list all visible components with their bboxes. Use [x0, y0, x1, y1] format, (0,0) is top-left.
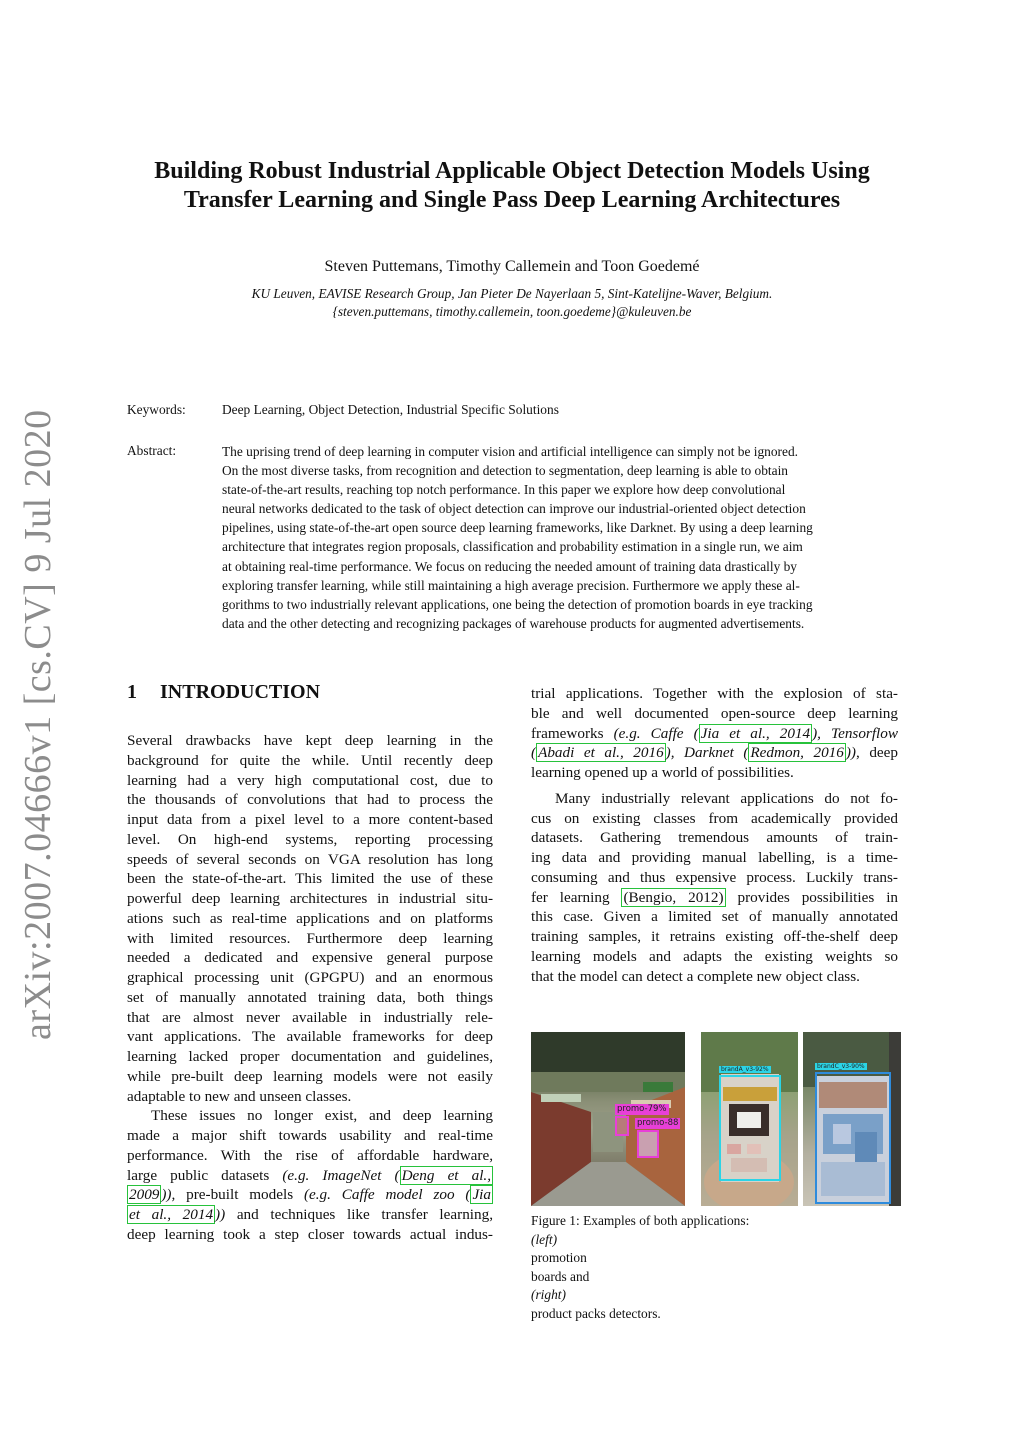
caption-line [531, 1212, 901, 1268]
citation-link[interactable]: Jia [472, 1186, 491, 1204]
emails: {steven.puttemans, timothy.callemein, toon.goedeme}@kuleuven.be [332, 304, 692, 319]
body-line: These issues no longer exist, and deep learning [151, 1107, 493, 1125]
promo-detection-label: promo-88 [637, 1118, 679, 1128]
section-heading [127, 681, 320, 704]
text-run: (e.g. Caffe model zoo ( [303, 1186, 471, 1204]
body-line: level. On high-end systems, reporting processing [127, 830, 493, 848]
abstract-line: gorithms to two industrially relevant applications, one being the detection of promotion boards in eye tracking [222, 596, 813, 612]
body-line [531, 724, 898, 744]
body-line: trial applications. Together with the explosion of sta- [531, 685, 898, 702]
body-line [127, 1185, 493, 1205]
body-line: the thousands of convolutions that had to process the [127, 791, 493, 809]
text-run: promotion [531, 1250, 587, 1265]
text-run: pre-built models [186, 1186, 304, 1204]
citation-link[interactable]: (Bengio, 2012) [623, 888, 724, 906]
text-run: frameworks [531, 724, 614, 742]
abstract-line: at obtaining real-time performance. We focus on reducing the needed amount of training data drastically by [222, 558, 798, 574]
section-title: INTRODUCTION [160, 681, 321, 703]
citation-link[interactable]: et al., 2014 [129, 1206, 214, 1223]
figure-1 [531, 1032, 901, 1206]
body-line: set of manually annotated training data, both things [127, 988, 493, 1006]
title-line-1: Building Robust Industrial Applicable Object Detection Models Using [154, 158, 870, 184]
body-line [127, 1166, 493, 1186]
citation-text: Bengio, 2012 [628, 888, 719, 906]
body-line [531, 888, 898, 908]
promo-detection-box [615, 1116, 629, 1136]
text-run: )) [845, 744, 856, 762]
body-line: ing data and providing manual labelling, is a time- [531, 849, 898, 866]
body-line [127, 1205, 493, 1225]
body-line: background for quite the while. Until recently deep [127, 751, 493, 769]
text-run: )) [215, 1206, 226, 1223]
body-line: input data from a pixel level to a more content-based [127, 811, 493, 828]
body-line: learning had a very high computational cost, due to [127, 771, 493, 789]
promo-detection-box [637, 1130, 659, 1158]
abstract-label: Abstract: [127, 443, 177, 458]
text-run: (left) [531, 1231, 558, 1247]
paper-title [60, 157, 964, 215]
body-line: made a major shift towards usability and real-time [127, 1127, 493, 1144]
body-line: ble and well documented open-source deep learning [531, 704, 898, 722]
body-line: powerful deep learning architectures in industrial situ- [127, 890, 493, 907]
text-run: ), Tensorflow [812, 724, 898, 742]
abstract-line: exploring transfer learning, while still maintaining a high average precision. Furthermore we apply these al- [222, 577, 800, 593]
text-run: fer learning [531, 888, 622, 906]
figure-caption [531, 1212, 901, 1323]
body-line: this case. Given a limited set of manually annotated [531, 908, 898, 926]
body-line: cus on existing classes from academically provided [531, 809, 898, 827]
body-line: ations such as real-time applications and on platforms [127, 909, 493, 927]
affiliation-block [60, 285, 964, 321]
abstract-line: pipelines, using state-of-the-art open source deep learning frameworks, like Darknet. By using a deep learning [222, 520, 813, 536]
body-line: that the model can detect a complete new object class. [531, 967, 860, 985]
body-line: adaptable to new and unseen classes. [127, 1087, 352, 1105]
title-line-2: Transfer Learning and Single Pass Deep Learning Architectures [183, 187, 841, 213]
abstract-line: architecture that integrates region proposals, classification and probability estimation in a single run, we aim [222, 539, 803, 555]
authors: Steven Puttemans, Timothy Callemein and Toon Goedemé [324, 258, 700, 275]
text-run: (right) [531, 1287, 566, 1302]
citation-link[interactable]: Deng et al., [401, 1166, 492, 1184]
promo-detection-label: promo-79% [617, 1104, 667, 1114]
text-run: Figure 1: Examples of both applications: [531, 1213, 750, 1228]
body-line: been the state-of-the-art. This limited the use of these [127, 870, 493, 888]
text-run: and techniques like transfer learning, [225, 1206, 493, 1223]
affiliation: KU Leuven, EAVISE Research Group, Jan Pieter De Nayerlaan 5, Sint-Katelijne-Waver, Belgium. [251, 286, 773, 301]
text-run: (e.g. ImageNet ( [282, 1166, 400, 1184]
body-line: Many industrially relevant applications do not fo- [555, 789, 898, 807]
body-line: Several drawbacks have kept deep learning in the [127, 732, 493, 749]
keywords-label: Keywords: [127, 402, 186, 417]
citation-link[interactable]: 2009 [129, 1186, 160, 1204]
body-line: learning models and adapts the existing weights so [531, 947, 898, 965]
citation-link[interactable]: Abadi et al., 2016 [538, 744, 664, 762]
citation-link[interactable]: Jia et al., 2014 [700, 724, 811, 742]
right-column [531, 684, 898, 986]
body-line: training samples, it retrains existing off-the-shelf deep [531, 928, 898, 945]
product-pack-photo-a [701, 1032, 798, 1206]
body-line: speeds of several seconds on VGA resolution has long [127, 850, 493, 868]
body-line: consuming and thus expensive process. Luckily trans- [531, 868, 898, 886]
text-run: ( [531, 744, 537, 762]
brand-detection-box [719, 1075, 781, 1181]
text-run: product packs detectors. [531, 1305, 661, 1321]
body-line: while pre-built deep learning models were not easily [127, 1067, 493, 1085]
body-line: learning opened up a world of possibilities. [531, 764, 794, 781]
body-line: with limited resources. Furthermore deep learning [127, 929, 493, 947]
abstract [222, 442, 898, 633]
text-run: large public datasets [127, 1166, 283, 1184]
caption-line [531, 1268, 901, 1324]
promotion-board-photo [531, 1032, 685, 1206]
body-line: vant applications. The available frameworks for deep [127, 1028, 493, 1046]
citation-link[interactable]: Redmon, 2016 [750, 744, 844, 762]
text-run: , deep [856, 744, 898, 762]
body-line: that are almost never available in industrially rele- [127, 1008, 493, 1026]
abstract-line: state-of-the-art results, reaching top notch performance. In this paper we explore how deep convolutional [222, 482, 786, 498]
body-line: datasets. Gathering tremendous amounts of train- [531, 829, 898, 847]
abstract-line: data and the other detecting and recognizing packages of warehouse products for augmented advertisements. [222, 615, 805, 631]
abstract-line: neural networks dedicated to the task of object detection can improve our industrial-oriented object detection [222, 501, 806, 517]
text-run: ), Darknet ( [665, 744, 749, 762]
abstract-line: The uprising trend of deep learning in computer vision and artificial intelligence can simply not be ignored. [222, 444, 798, 459]
keywords: Deep Learning, Object Detection, Industrial Specific Solutions [222, 402, 559, 417]
body-line: needed a dedicated and expensive general purpose [127, 949, 493, 967]
body-line: learning lacked proper documentation and guidelines, [127, 1048, 493, 1065]
body-line: graphical processing unit (GPGPU) and an enormous [127, 969, 493, 986]
arxiv-identifier: arXiv:2007.04666v1 [cs.CV] 9 Jul 2020 [17, 409, 59, 1040]
left-column [127, 731, 493, 1245]
brand-detection-label: brandA_v3-92% [721, 1066, 769, 1073]
body-line [531, 743, 898, 763]
brand-detection-label: brandC_v3-90% [817, 1063, 865, 1070]
abstract-line: On the most diverse tasks, from recognition and detection to segmentation, deep learning is able to obtain [222, 463, 788, 479]
body-line: performance. With the rise of affordable hardware, [127, 1146, 493, 1164]
section-number: 1 [127, 681, 137, 703]
brand-detection-box [815, 1072, 891, 1204]
text-run: (e.g. Caffe ( [613, 724, 699, 742]
text-run: )), [161, 1186, 187, 1204]
text-run: provides possibilities in [725, 888, 899, 906]
product-pack-photo-c [803, 1032, 901, 1206]
body-line: deep learning took a step closer towards actual indus- [127, 1225, 493, 1243]
text-run: boards and [531, 1268, 590, 1284]
